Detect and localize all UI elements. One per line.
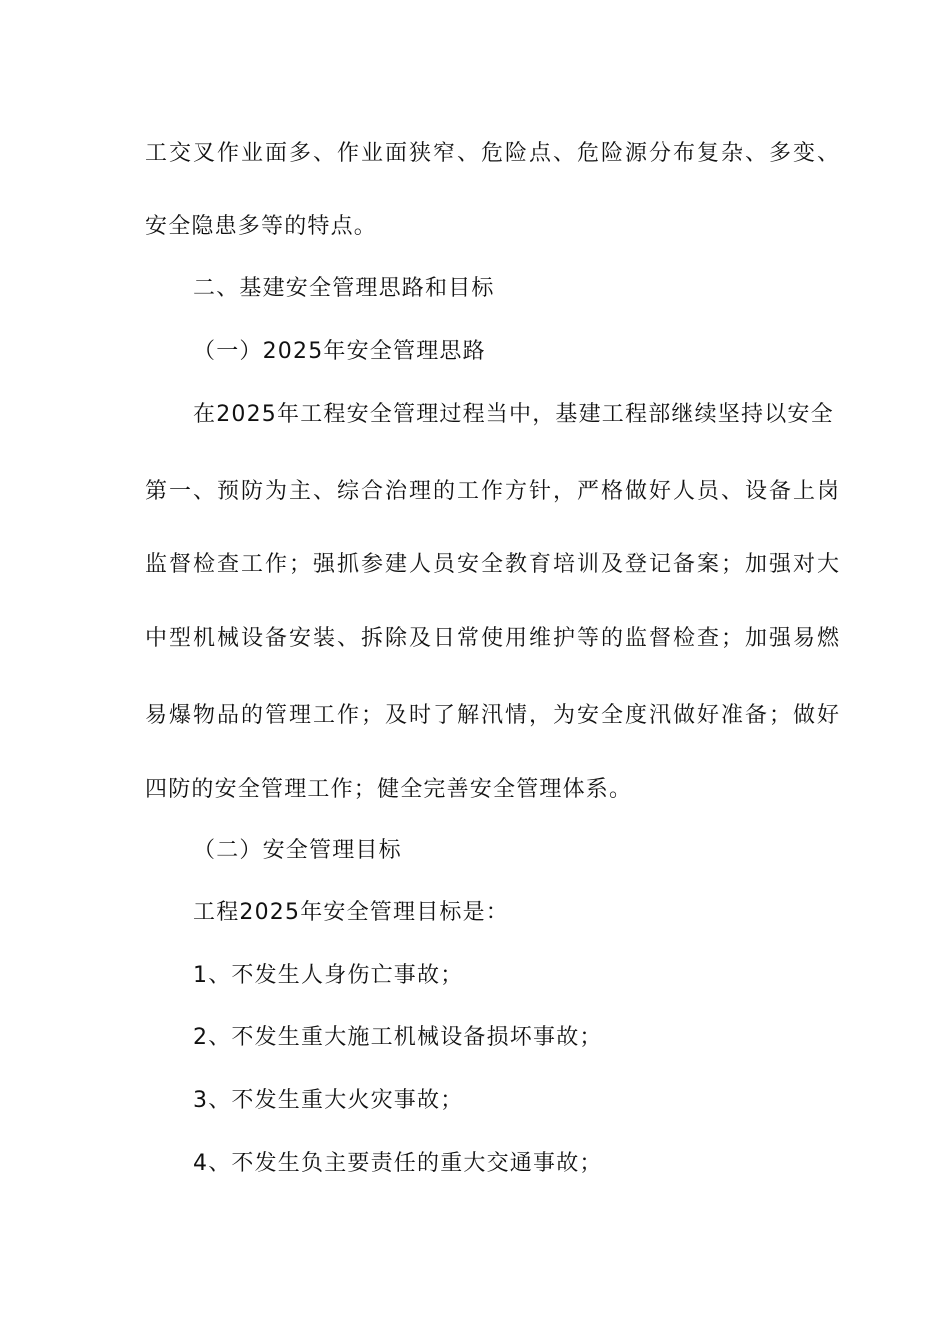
paragraph-line-2: 第一、预防为主、综合治理的工作方针，严格做好人员、设备上岗	[145, 479, 842, 504]
paragraph-line-1: 在2025年工程安全管理过程当中，基建工程部继续坚持以安全	[193, 402, 834, 427]
paragraph-line-end: 安全隐患多等的特点。	[145, 214, 378, 239]
paragraph-line-continuation: 工交叉作业面多、作业面狭窄、危险点、危险源分布复杂、多变、	[145, 141, 842, 166]
goal-item-1: 1、不发生人身伤亡事故；	[193, 963, 464, 988]
paragraph-line-3: 监督检查工作；强抓参建人员安全教育培训及登记备案；加强对大	[145, 552, 842, 577]
goal-intro: 工程2025年安全管理目标是：	[193, 900, 509, 925]
paragraph-line-4: 中型机械设备安装、拆除及日常使用维护等的监督检查；加强易燃	[145, 626, 842, 651]
goal-item-3: 3、不发生重大火灾事故；	[193, 1088, 464, 1113]
subsection-heading-2: （二）安全管理目标	[193, 838, 402, 863]
paragraph-line-6: 四防的安全管理工作；健全完善安全管理体系。	[145, 777, 633, 802]
section-heading: 二、基建安全管理思路和目标	[193, 276, 495, 301]
goal-item-2: 2、不发生重大施工机械设备损坏事故；	[193, 1025, 603, 1050]
paragraph-line-5: 易爆物品的管理工作；及时了解汛情，为安全度汛做好准备；做好	[145, 703, 842, 728]
goal-item-4: 4、不发生负主要责任的重大交通事故；	[193, 1151, 603, 1176]
subsection-heading-1: （一）2025年安全管理思路	[193, 339, 486, 364]
